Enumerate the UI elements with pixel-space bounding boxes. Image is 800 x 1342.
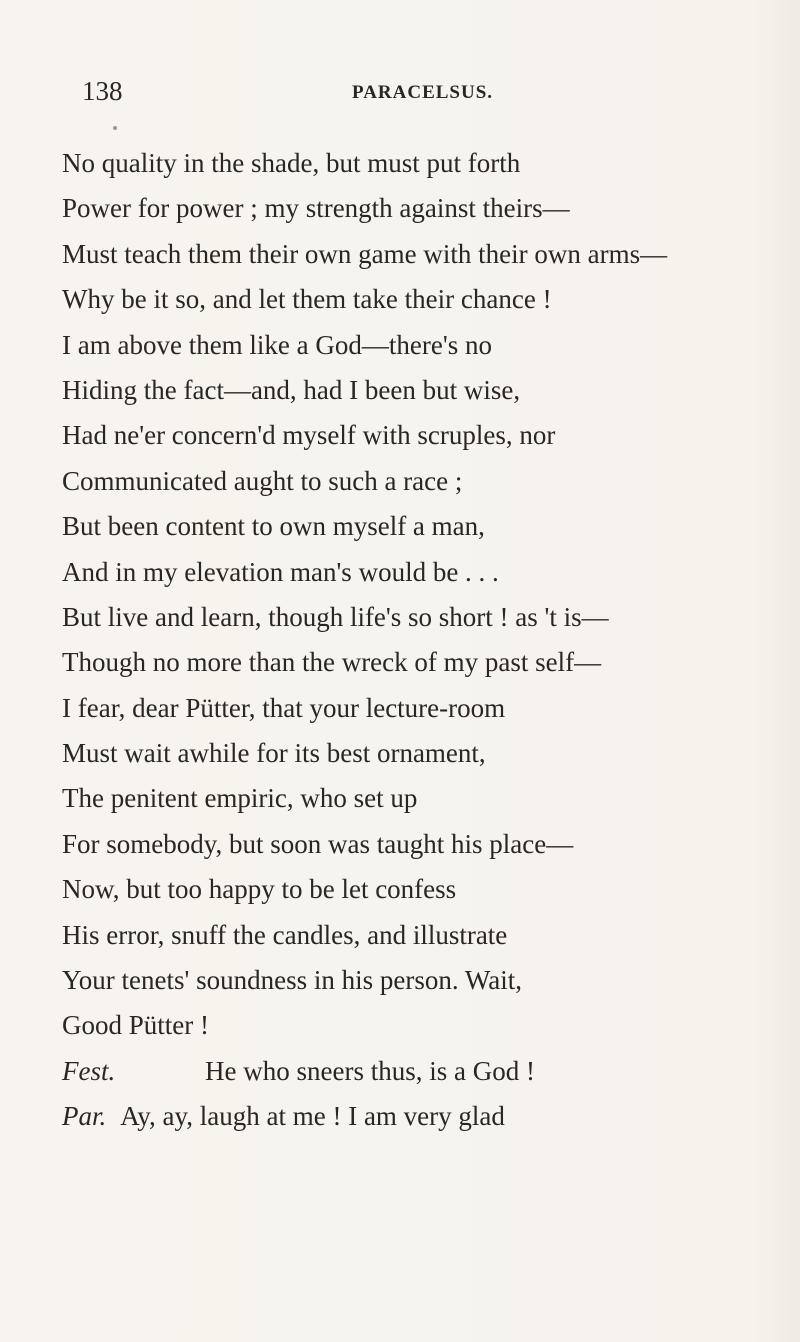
poem-line: I am above them like a God—there's no [62, 329, 492, 360]
poem-line: The penitent empiric, who set up [62, 783, 418, 814]
speaker-name: Fest. [62, 1055, 116, 1086]
poem-line: Power for power ; my strength against theirs— [62, 193, 570, 224]
poem-line: His error, snuff the candles, and illustrate [62, 919, 508, 950]
poem-line: Must teach them their own game with their own arms— [62, 238, 668, 269]
poem-line: Must wait awhile for its best ornament, [62, 738, 486, 769]
poem-line: For somebody, but soon was taught his place— [62, 828, 574, 859]
speech-text: He who sneers thus, is a God ! [205, 1055, 535, 1086]
poem-line: And in my elevation man's would be . . . [62, 556, 499, 587]
poem-line: Communicated aught to such a race ; [62, 465, 463, 496]
poem-line: I fear, dear Pütter, that your lecture-room [62, 692, 506, 723]
poem-line: Had ne'er concern'd myself with scruples, nor [62, 420, 556, 451]
poem-line: Now, but too happy to be let confess [62, 874, 457, 905]
page-number: 138 [82, 76, 123, 106]
poem-line: But live and learn, though life's so short ! as 't is— [62, 601, 609, 632]
poem-line: But been content to own myself a man, [62, 511, 485, 542]
poem-text [62, 141, 800, 1140]
poem-line: Your tenets' soundness in his person. Wait, [62, 965, 522, 996]
poem-line: Hiding the fact—and, had I been but wise, [62, 374, 521, 405]
speaker-name: Par. [62, 1101, 107, 1132]
poem-line: Why be it so, and let them take their chance ! [62, 284, 552, 315]
speech-line-par [62, 1094, 800, 1139]
poem-line: Good Pütter ! [62, 1010, 209, 1041]
speech-text: Ay, ay, laugh at me ! I am very glad [120, 1101, 505, 1132]
poem-line: No quality in the shade, but must put forth [62, 148, 521, 178]
speech-line-fest [62, 1049, 800, 1094]
page-header [72, 76, 772, 116]
ink-speck [113, 126, 117, 130]
poem-line: Though no more than the wreck of my past self— [62, 647, 602, 678]
running-head: PARACELSUS. [352, 82, 494, 103]
